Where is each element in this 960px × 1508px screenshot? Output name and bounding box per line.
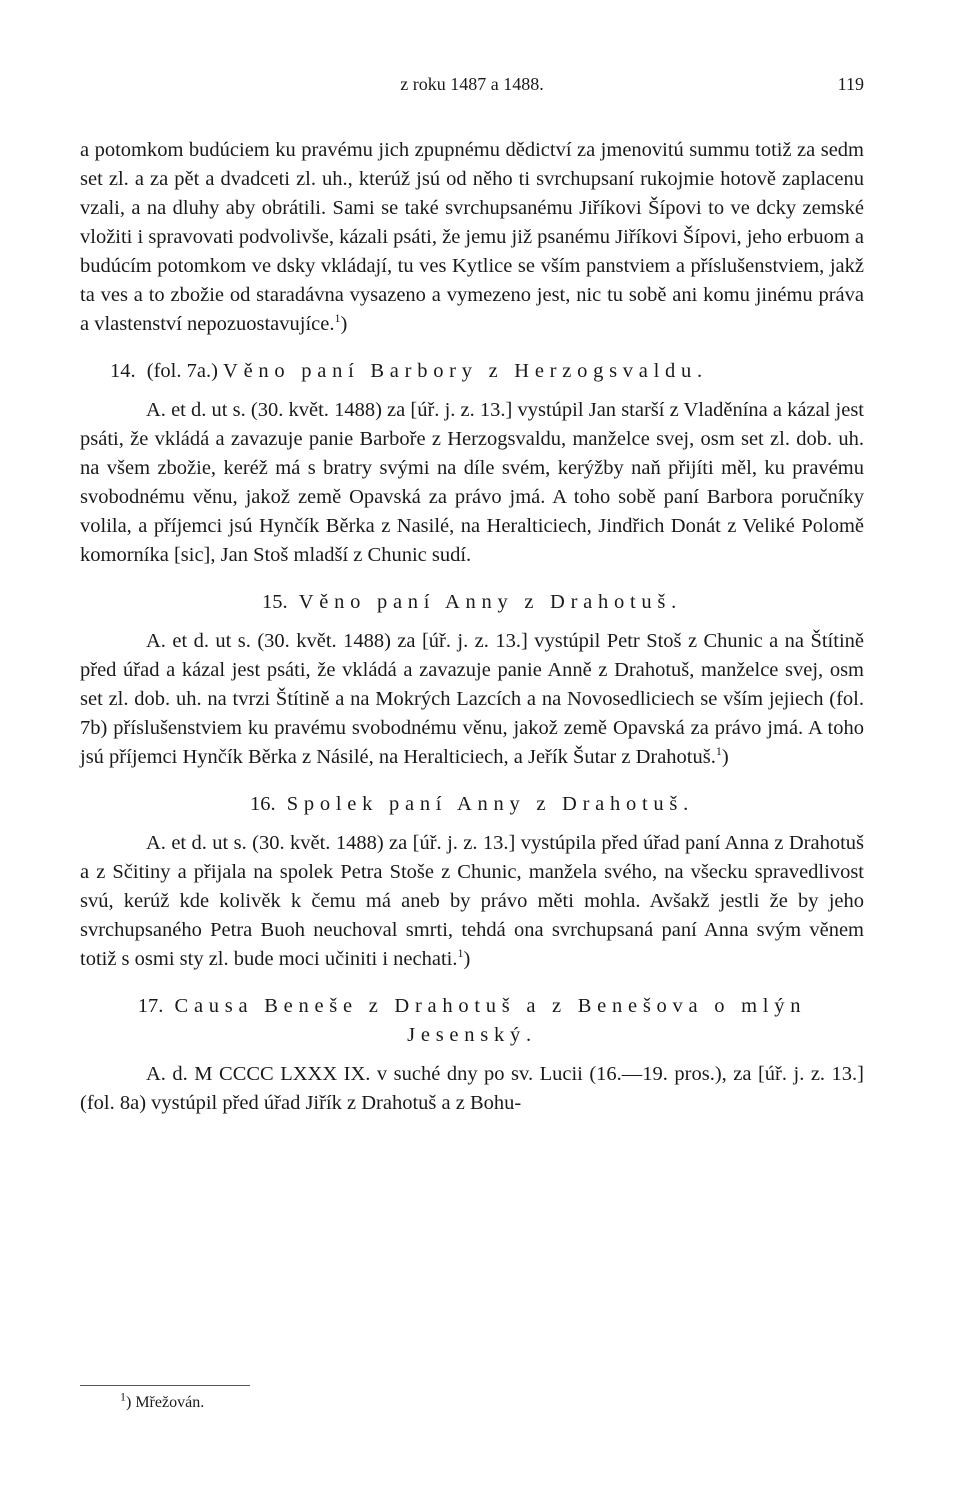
footnote-marker: 1 xyxy=(457,946,464,961)
running-header xyxy=(80,74,864,100)
footnote-marker-close: ) xyxy=(340,313,348,335)
section-heading-17 xyxy=(80,992,864,1050)
footnote-marker-close: ) xyxy=(721,746,729,768)
paragraph-14: A. et d. ut s. (30. květ. 1488) za [úř. j. z. 13.] vystúpil Jan starší z Vladěnína a kázal jest psáti, že vkládá a zavazuje panie Barboře z Herzogsvaldu, manželce svej, osm set zl. dob. uh. na všem zbožie, keréž má s bratry svými na díle svém, kerýžby naň přijíti měl, ku pravému svobodnému věnu, jakož země Opavská za právo jmá. A toho sobě paní Barbora poručníky volila, a příjemci jsú Hynčík Běrka z Nasilé, na Heralticiech, Jindřich Donát z Veliké Polomě komorníka [sic], Jan Stoš mladší z Chunic sudí. xyxy=(80,399,864,566)
section-number: 15. xyxy=(262,591,288,613)
section-title: Causa Beneše z Drahotuš a z Benešova o mlýn Jesenský. xyxy=(174,995,807,1046)
footnote-text: Mřežován. xyxy=(135,1394,205,1411)
section-title: Spolek paní Anny z Drahotuš. xyxy=(286,793,694,815)
section-number: 17. xyxy=(137,995,164,1017)
footnote-marker: 1 xyxy=(715,744,722,759)
paragraph-17: A. d. M CCCC LXXX IX. v suché dny po sv. Lucii (16.—19. pros.), za [úř. j. z. 13.] (fol. 8a) vystúpil před úřad Jiřík z Drahotuš a z Bohu- xyxy=(80,1063,864,1114)
footnote-divider xyxy=(80,1385,250,1386)
folio-reference: (fol. 7a.) xyxy=(146,360,218,382)
paragraph-continued xyxy=(80,136,864,339)
paragraph-text: a potomkom budúciem ku pravému jich zpupnému dědictví za jmenovitú summu totiž za sedm set zl. a za pět a dvadceti zl. uh., kterúž jsú od něho ti svrchupsaní rukojmie hotově zaplacenu vzali, a na dluhy aby obrátili. Sami se také svrchupsanému Jiříkovi Šípovi to ve dcky zemské vložiti i spravovati podvolivše, kázali psáti, že jemu již psanému Jiříkovi Šípovi, jeho erbuom a budúcím potomkom ve dsky vkládají, tu ves Kytlice se vším panstviem a příslušenstviem, jakž ta ves a to zbožie od staradávna vysazeno a vymezeno jest, nic tu sobě ani komu jinému práva a vlastenství nepozuostavujíce. xyxy=(80,139,864,335)
section-title: Věno paní Barbory z Herzogsvaldu. xyxy=(223,360,708,382)
paragraph-15 xyxy=(80,627,864,772)
page-number: 119 xyxy=(837,74,864,94)
paragraph-text: A. et d. ut s. (30. květ. 1488) za [úř. j. z. 13.] vystúpila před úřad paní Anna z Drahotuš a z Sčitiny a přijala na spolek Petra Stoše z Chunic, manžela svého, na všecku spravedlivost svú, kerúž kde kolivěk k čemu má aneb by právo měti mohla. Avšakž jestli že by jeho svrchupsaného Petra Buoh neuchoval smrti, tehdá ona svrchupsaná paní Anna svým věnem totiž s osmi sty zl. bude moci učiniti i nechati. xyxy=(80,832,864,970)
section-number: 14. xyxy=(110,360,136,382)
section-heading-16 xyxy=(80,790,864,819)
footnote-number-close: ) xyxy=(126,1394,132,1411)
footnote xyxy=(120,1389,205,1414)
footnote-marker-close: ) xyxy=(463,948,471,970)
footnote-number: 1 xyxy=(120,1389,126,1404)
footnote-marker: 1 xyxy=(334,311,341,326)
section-number: 16. xyxy=(249,793,276,815)
section-heading-15 xyxy=(80,588,864,617)
section-heading-14 xyxy=(80,357,864,386)
running-title: z roku 1487 a 1488. xyxy=(400,74,544,94)
body-text xyxy=(80,136,864,1118)
paragraph-16 xyxy=(80,829,864,974)
section-title: Věno paní Anny z Drahotuš. xyxy=(298,591,682,613)
paragraph-text: A. et d. ut s. (30. květ. 1488) za [úř. j. z. 13.] vystúpil Petr Stoš z Chunic a na Štítině před úřad a kázal jest psáti, že vkládá a zavazuje panie Anně z Drahotuš, manželce svej, osm set zl. dob. uh. na tvrzi Štítině a na Mokrých Lazcích a na Novosedliciech se vším jejiech (fol. 7b) příslušenstviem ku pravému svobodnému věnu, jakož země Opavská za právo jmá. A toho jsú příjemci Hynčík Běrka z Násilé, na Heralticiech, a Jeřík Šutar z Drahotuš. xyxy=(80,630,864,768)
